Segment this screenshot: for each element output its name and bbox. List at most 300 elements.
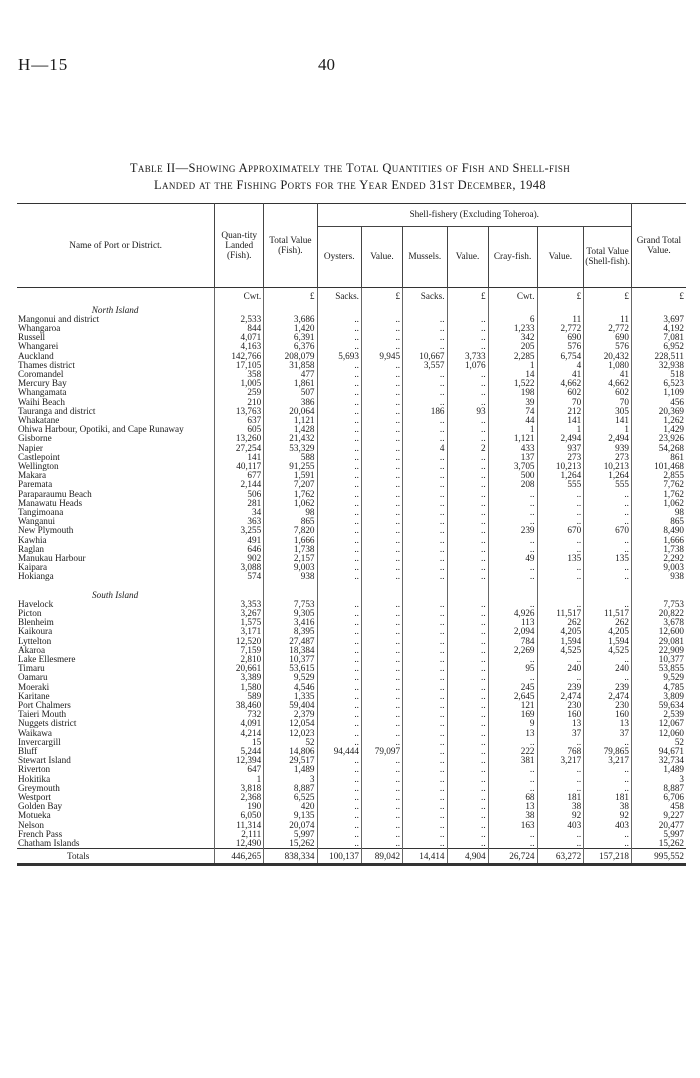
value-cell: .. — [361, 655, 402, 664]
table-row — [17, 784, 686, 793]
value-cell: .. — [584, 490, 632, 499]
value-cell: .. — [488, 499, 537, 508]
value-cell: 208,079 — [264, 352, 317, 361]
value-cell: .. — [361, 398, 402, 407]
value-cell: 6,376 — [264, 342, 317, 351]
value-cell: 3,217 — [584, 756, 632, 765]
value-cell: .. — [317, 499, 361, 508]
empty-cell — [584, 591, 632, 600]
value-cell: 41 — [537, 370, 584, 379]
value-cell: 1,335 — [264, 692, 317, 701]
port-name-cell — [17, 352, 215, 361]
value-cell: .. — [317, 526, 361, 535]
value-cell: 239 — [488, 526, 537, 535]
value-cell: .. — [361, 490, 402, 499]
value-cell: .. — [317, 683, 361, 692]
value-cell: 363 — [215, 517, 264, 526]
table-row — [17, 471, 686, 480]
value-cell: 29,517 — [264, 756, 317, 765]
port-name-cell — [17, 775, 215, 784]
port-name: Blenheim — [18, 618, 54, 628]
port-name-cell — [17, 554, 215, 563]
value-cell: .. — [403, 600, 447, 609]
port-name: Oamaru — [18, 673, 48, 683]
value-cell: 273 — [584, 453, 632, 462]
value-cell: .. — [447, 738, 488, 747]
value-cell: .. — [317, 407, 361, 416]
value-cell: .. — [361, 830, 402, 839]
value-cell: 937 — [537, 444, 584, 453]
value-cell: 1,762 — [264, 490, 317, 499]
value-cell: 205 — [488, 342, 537, 351]
table-row — [17, 453, 686, 462]
value-cell: .. — [537, 655, 584, 664]
table-row — [17, 793, 686, 802]
value-cell: .. — [537, 673, 584, 682]
value-cell: 1,666 — [631, 536, 686, 545]
section-gap-row — [17, 582, 686, 591]
value-cell: .. — [488, 673, 537, 682]
port-name: Lake Ellesmere — [18, 655, 76, 665]
value-cell: 198 — [488, 388, 537, 397]
value-cell: 17,105 — [215, 361, 264, 370]
value-cell: .. — [447, 784, 488, 793]
value-cell: 1,262 — [631, 416, 686, 425]
value-cell: .. — [584, 508, 632, 517]
value-cell: 9 — [488, 719, 537, 728]
value-cell: .. — [488, 738, 537, 747]
value-cell: .. — [361, 471, 402, 480]
value-cell: 784 — [488, 637, 537, 646]
title-line-2: Landed at the Fishing Ports for the Year Ended 31st December, 1948 — [153, 178, 547, 192]
value-cell: 1,594 — [584, 637, 632, 646]
value-cell: 44 — [488, 416, 537, 425]
port-name: Taieri Mouth — [18, 710, 67, 720]
value-cell: .. — [403, 499, 447, 508]
value-cell: 13,260 — [215, 434, 264, 443]
value-cell: .. — [361, 673, 402, 682]
value-cell: .. — [447, 471, 488, 480]
value-cell: 12,054 — [264, 719, 317, 728]
port-name: Paremata — [18, 480, 53, 490]
value-cell: 70 — [537, 398, 584, 407]
value-cell: 20,074 — [264, 821, 317, 830]
value-cell: .. — [537, 490, 584, 499]
value-cell: .. — [584, 499, 632, 508]
value-cell: 1 — [488, 361, 537, 370]
port-name-cell — [17, 398, 215, 407]
value-cell: .. — [361, 784, 402, 793]
value-cell: 135 — [584, 554, 632, 563]
port-name-cell — [17, 471, 215, 480]
table-row — [17, 701, 686, 710]
fish-landings-table — [17, 203, 686, 864]
value-cell: 5,244 — [215, 747, 264, 756]
value-cell: .. — [317, 664, 361, 673]
value-cell: 3,686 — [264, 315, 317, 324]
value-cell: 647 — [215, 765, 264, 774]
value-cell: 9,945 — [361, 352, 402, 361]
value-cell: 6,050 — [215, 811, 264, 820]
value-cell: .. — [317, 811, 361, 820]
value-cell: 11,517 — [537, 609, 584, 618]
value-cell: .. — [403, 572, 447, 581]
section-heading-row — [17, 306, 686, 315]
empty-cell — [317, 591, 361, 600]
value-cell: .. — [537, 830, 584, 839]
value-cell: .. — [361, 444, 402, 453]
value-cell: 4,662 — [537, 379, 584, 388]
value-cell: .. — [361, 342, 402, 351]
port-name: Paraparaumu Beach — [18, 489, 92, 499]
empty-cell — [488, 306, 537, 315]
value-cell: .. — [447, 664, 488, 673]
port-name: Kawhia — [18, 535, 47, 545]
value-cell: .. — [317, 333, 361, 342]
value-cell: .. — [447, 692, 488, 701]
value-cell: .. — [317, 554, 361, 563]
value-cell: .. — [317, 480, 361, 489]
port-name-cell — [17, 683, 215, 692]
port-name: Mangonui and district — [18, 314, 100, 324]
value-cell: .. — [447, 627, 488, 636]
port-name: Manukau Harbour — [18, 553, 86, 563]
value-cell: 1,861 — [264, 379, 317, 388]
value-cell: .. — [361, 333, 402, 342]
value-cell: 2,269 — [488, 646, 537, 655]
port-name: Thames district — [18, 360, 75, 370]
value-cell: .. — [361, 416, 402, 425]
value-cell: .. — [361, 719, 402, 728]
empty-cell — [264, 306, 317, 315]
value-cell: .. — [317, 738, 361, 747]
value-cell: 1,575 — [215, 618, 264, 627]
table-row — [17, 324, 686, 333]
value-cell: 137 — [488, 453, 537, 462]
value-cell: 6,754 — [537, 352, 584, 361]
value-cell: .. — [361, 324, 402, 333]
value-cell: 2,494 — [584, 434, 632, 443]
value-cell: 637 — [215, 416, 264, 425]
value-cell: .. — [584, 655, 632, 664]
value-cell: 1,522 — [488, 379, 537, 388]
value-cell: 3,697 — [631, 315, 686, 324]
empty-cell — [537, 306, 584, 315]
table-row — [17, 398, 686, 407]
gap-cell — [403, 582, 447, 591]
page-identifier: H—15 — [18, 55, 69, 74]
value-cell: .. — [361, 361, 402, 370]
value-cell: 1,594 — [537, 637, 584, 646]
value-cell: .. — [361, 664, 402, 673]
table-row — [17, 710, 686, 719]
value-cell: 555 — [584, 480, 632, 489]
value-cell: .. — [403, 545, 447, 554]
port-name-cell — [17, 710, 215, 719]
value-cell: 1 — [488, 425, 537, 434]
value-cell: .. — [361, 710, 402, 719]
value-cell: 23,926 — [631, 434, 686, 443]
port-name: Whangamata — [18, 388, 67, 398]
table-row — [17, 315, 686, 324]
value-cell: 7,820 — [264, 526, 317, 535]
units-row — [17, 288, 686, 306]
value-cell: 8,395 — [264, 627, 317, 636]
value-cell: .. — [317, 425, 361, 434]
table-bottom-rule — [17, 864, 686, 866]
value-cell: .. — [361, 370, 402, 379]
value-cell: 358 — [215, 370, 264, 379]
value-cell: 94,671 — [631, 747, 686, 756]
port-name: Port Chalmers — [18, 701, 71, 711]
table-row — [17, 361, 686, 370]
total-cell: 89,042 — [361, 849, 402, 864]
empty-cell — [361, 306, 402, 315]
value-cell: 20,822 — [631, 609, 686, 618]
value-cell: .. — [537, 536, 584, 545]
value-cell: .. — [584, 545, 632, 554]
value-cell: .. — [447, 416, 488, 425]
value-cell: 1 — [584, 425, 632, 434]
port-name: Bluff — [18, 747, 38, 757]
value-cell: 38 — [584, 802, 632, 811]
value-cell: 3,353 — [215, 600, 264, 609]
value-cell: 7,762 — [631, 480, 686, 489]
value-cell: .. — [361, 738, 402, 747]
value-cell: 420 — [264, 802, 317, 811]
value-cell: 14 — [488, 370, 537, 379]
table-row — [17, 416, 686, 425]
value-cell: .. — [537, 517, 584, 526]
value-cell: .. — [403, 830, 447, 839]
value-cell: .. — [584, 830, 632, 839]
value-cell: .. — [361, 811, 402, 820]
value-cell: .. — [403, 719, 447, 728]
gap-cell — [447, 582, 488, 591]
value-cell: 605 — [215, 425, 264, 434]
value-cell: 768 — [537, 747, 584, 756]
value-cell: 13 — [584, 719, 632, 728]
value-cell: 13,763 — [215, 407, 264, 416]
table-row — [17, 425, 686, 434]
value-cell: 14,806 — [264, 747, 317, 756]
value-cell: 576 — [537, 342, 584, 351]
value-cell: 52 — [264, 738, 317, 747]
totals-label: Totals — [17, 849, 215, 864]
port-name-cell — [17, 526, 215, 535]
value-cell: 2,810 — [215, 655, 264, 664]
value-cell: .. — [403, 784, 447, 793]
port-name: Golden Bay — [18, 802, 63, 812]
unit-cell: £ — [361, 288, 402, 306]
port-name-cell — [17, 627, 215, 636]
value-cell: .. — [361, 683, 402, 692]
value-cell: 555 — [537, 480, 584, 489]
value-cell: 3,416 — [264, 618, 317, 627]
table-row — [17, 627, 686, 636]
port-name-cell — [17, 830, 215, 839]
value-cell: .. — [537, 545, 584, 554]
value-cell: 10,377 — [264, 655, 317, 664]
port-name-cell — [17, 729, 215, 738]
value-cell: .. — [488, 490, 537, 499]
value-cell: .. — [361, 315, 402, 324]
value-cell: .. — [361, 563, 402, 572]
empty-cell — [631, 306, 686, 315]
value-cell: .. — [537, 600, 584, 609]
value-cell: 491 — [215, 536, 264, 545]
value-cell: .. — [584, 839, 632, 849]
value-cell: .. — [447, 315, 488, 324]
table-row — [17, 526, 686, 535]
value-cell: .. — [447, 637, 488, 646]
value-cell: 13 — [488, 802, 537, 811]
port-name-cell — [17, 407, 215, 416]
value-cell: .. — [317, 388, 361, 397]
value-cell: 135 — [537, 554, 584, 563]
table-row — [17, 719, 686, 728]
value-cell: .. — [447, 618, 488, 627]
port-name: Akaroa — [18, 645, 46, 655]
port-name-cell — [17, 692, 215, 701]
value-cell: 6,952 — [631, 342, 686, 351]
value-cell: 15 — [215, 738, 264, 747]
value-cell: .. — [403, 655, 447, 664]
value-cell: .. — [403, 462, 447, 471]
table-row — [17, 554, 686, 563]
value-cell: .. — [361, 729, 402, 738]
value-cell: 403 — [537, 821, 584, 830]
value-cell: 1,428 — [264, 425, 317, 434]
section-label: North Island — [91, 305, 139, 315]
value-cell: 228,511 — [631, 352, 686, 361]
value-cell: .. — [447, 609, 488, 618]
value-cell: .. — [584, 738, 632, 747]
value-cell: .. — [317, 646, 361, 655]
table-row — [17, 517, 686, 526]
value-cell: 190 — [215, 802, 264, 811]
gap-cell — [488, 582, 537, 591]
value-cell: 4,525 — [537, 646, 584, 655]
value-cell: 181 — [584, 793, 632, 802]
value-cell: .. — [317, 361, 361, 370]
value-cell: .. — [361, 425, 402, 434]
gap-cell — [537, 582, 584, 591]
total-cell: 26,724 — [488, 849, 537, 864]
value-cell: .. — [317, 536, 361, 545]
value-cell: .. — [488, 572, 537, 581]
value-cell: 1,121 — [264, 416, 317, 425]
value-cell: 5,997 — [631, 830, 686, 839]
value-cell: 2,474 — [584, 692, 632, 701]
totals-row — [17, 849, 686, 864]
value-cell: .. — [584, 572, 632, 581]
port-name: Lyttelton — [18, 636, 52, 646]
port-name-cell — [17, 490, 215, 499]
value-cell: 9,227 — [631, 811, 686, 820]
col-header-crayfish: Cray-fish. — [488, 227, 537, 288]
port-name: Manawatu Heads — [18, 498, 83, 508]
port-name-cell — [17, 701, 215, 710]
value-cell: 49 — [488, 554, 537, 563]
value-cell: 40,117 — [215, 462, 264, 471]
value-cell: .. — [488, 508, 537, 517]
value-cell: .. — [403, 563, 447, 572]
value-cell: 7,753 — [631, 600, 686, 609]
value-cell: 74 — [488, 407, 537, 416]
value-cell: 9,003 — [264, 563, 317, 572]
value-cell: .. — [317, 600, 361, 609]
col-header-oyster-value: Value. — [361, 227, 402, 288]
empty-cell — [631, 591, 686, 600]
total-cell: 14,414 — [403, 849, 447, 864]
value-cell: .. — [317, 453, 361, 462]
value-cell: .. — [361, 526, 402, 535]
value-cell: .. — [488, 563, 537, 572]
value-cell: 15,262 — [631, 839, 686, 849]
value-cell: 518 — [631, 370, 686, 379]
port-name: Kaipara — [18, 563, 48, 573]
table-row — [17, 536, 686, 545]
value-cell: .. — [361, 609, 402, 618]
value-cell: 239 — [537, 683, 584, 692]
value-cell: 4,546 — [264, 683, 317, 692]
value-cell: .. — [403, 747, 447, 756]
unit-cell: £ — [537, 288, 584, 306]
value-cell: 13 — [488, 729, 537, 738]
col-header-mussels: Mussels. — [403, 227, 447, 288]
table-row — [17, 821, 686, 830]
table-row — [17, 388, 686, 397]
value-cell: 39 — [488, 398, 537, 407]
port-name-cell — [17, 765, 215, 774]
value-cell: 1,489 — [264, 765, 317, 774]
value-cell: 93 — [447, 407, 488, 416]
value-cell: 1,264 — [584, 471, 632, 480]
value-cell: 7,159 — [215, 646, 264, 655]
value-cell: .. — [447, 830, 488, 839]
table-row — [17, 729, 686, 738]
port-name-cell — [17, 480, 215, 489]
gap-cell — [17, 582, 215, 591]
value-cell: .. — [361, 536, 402, 545]
port-name: Hokianga — [18, 572, 54, 582]
gap-cell — [215, 582, 264, 591]
value-cell: .. — [317, 821, 361, 830]
value-cell: 12,067 — [631, 719, 686, 728]
port-name-cell — [17, 821, 215, 830]
port-name: Stewart Island — [18, 756, 71, 766]
value-cell: .. — [447, 453, 488, 462]
port-name: Tauranga and district — [18, 406, 96, 416]
value-cell: .. — [317, 572, 361, 581]
value-cell: .. — [403, 609, 447, 618]
value-cell: .. — [447, 499, 488, 508]
value-cell: 27,254 — [215, 444, 264, 453]
value-cell: .. — [447, 729, 488, 738]
empty-cell — [488, 591, 537, 600]
value-cell: .. — [447, 517, 488, 526]
value-cell: .. — [361, 646, 402, 655]
port-name: Kaikoura — [18, 627, 53, 637]
value-cell: .. — [403, 756, 447, 765]
value-cell: .. — [361, 802, 402, 811]
units-label-cell — [17, 288, 215, 306]
value-cell: 2,474 — [537, 692, 584, 701]
value-cell: 13 — [537, 719, 584, 728]
value-cell: .. — [403, 701, 447, 710]
value-cell: .. — [403, 480, 447, 489]
